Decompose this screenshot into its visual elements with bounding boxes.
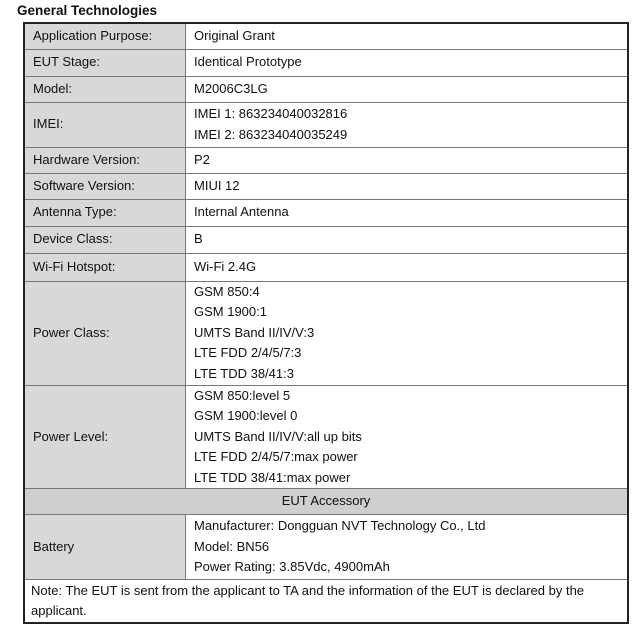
row-label: Software Version:: [24, 173, 186, 199]
row-value: [186, 76, 629, 102]
row-label: Power Level:: [24, 385, 186, 489]
section-header: EUT Accessory: [24, 489, 628, 515]
row-value: [186, 147, 629, 173]
row-value: [186, 515, 629, 580]
value-line: B: [194, 231, 203, 247]
note-row: [24, 580, 628, 624]
table-row: [24, 49, 628, 76]
value-line: UMTS Band II/IV/V:all up bits: [194, 428, 362, 444]
table-row: [24, 173, 628, 199]
value-line: Identical Prototype: [194, 54, 302, 70]
table-row: [24, 226, 628, 253]
table-row: [24, 23, 628, 49]
table-row: [24, 102, 628, 147]
value-line: GSM 1900:1: [194, 304, 267, 320]
value-line: GSM 850:level 5: [194, 387, 291, 403]
table-row: [24, 147, 628, 173]
value-line: MIUI 12: [194, 177, 240, 193]
row-value: [186, 385, 629, 489]
row-value: [186, 199, 629, 226]
row-label: Hardware Version:: [24, 147, 186, 173]
table-row: [24, 76, 628, 102]
row-label: Battery: [24, 515, 186, 580]
value-line: LTE FDD 2/4/5/7:3: [194, 345, 302, 361]
row-value: [186, 49, 629, 76]
value-line: IMEI 2: 863234040035249: [194, 126, 348, 142]
value-line: Original Grant: [194, 28, 275, 43]
table-row: [24, 281, 628, 385]
value-line: LTE TDD 38/41:max power: [194, 469, 351, 485]
battery-row: [24, 515, 628, 580]
value-line: IMEI 1: 863234040032816: [194, 106, 348, 121]
value-line: Wi-Fi 2.4G: [194, 258, 257, 274]
general-technologies-table: [23, 22, 629, 624]
value-line: GSM 1900:level 0: [194, 408, 298, 423]
row-label: EUT Stage:: [24, 49, 186, 76]
row-label: Power Class:: [24, 281, 186, 385]
row-value: [186, 102, 629, 147]
row-label: Device Class:: [24, 226, 186, 253]
value-line: UMTS Band II/IV/V:3: [194, 324, 315, 340]
value-line: Power Rating: 3.85Vdc, 4900mAh: [194, 559, 390, 575]
value-line: LTE FDD 2/4/5/7:max power: [194, 449, 358, 464]
table-row: [24, 199, 628, 226]
row-value: [186, 226, 629, 253]
value-line: Manufacturer: Dongguan NVT Technology Co., Ltd: [194, 518, 486, 534]
row-value: [186, 253, 629, 281]
value-line: Model: BN56: [194, 538, 270, 554]
value-line: P2: [194, 151, 210, 167]
row-label: IMEI:: [24, 102, 186, 147]
value-line: GSM 850:4: [194, 283, 260, 299]
value-line: LTE TDD 38/41:3: [194, 365, 294, 381]
table-row: [24, 253, 628, 281]
value-line: M2006C3LG: [194, 80, 268, 96]
row-label: Model:: [24, 76, 186, 102]
section-row: [24, 489, 628, 515]
row-value: [186, 281, 629, 385]
row-label: Wi-Fi Hotspot:: [24, 253, 186, 281]
section-title: General Technologies: [17, 3, 158, 18]
row-label: Application Purpose:: [24, 23, 186, 49]
note-text: Note: The EUT is sent from the applicant to TA and the information of the EUT is declared by the applicant.: [24, 580, 628, 624]
value-line: Internal Antenna: [194, 204, 289, 220]
row-value: [186, 173, 629, 199]
row-label: Antenna Type:: [24, 199, 186, 226]
row-value: [186, 23, 629, 49]
table-row: [24, 385, 628, 489]
